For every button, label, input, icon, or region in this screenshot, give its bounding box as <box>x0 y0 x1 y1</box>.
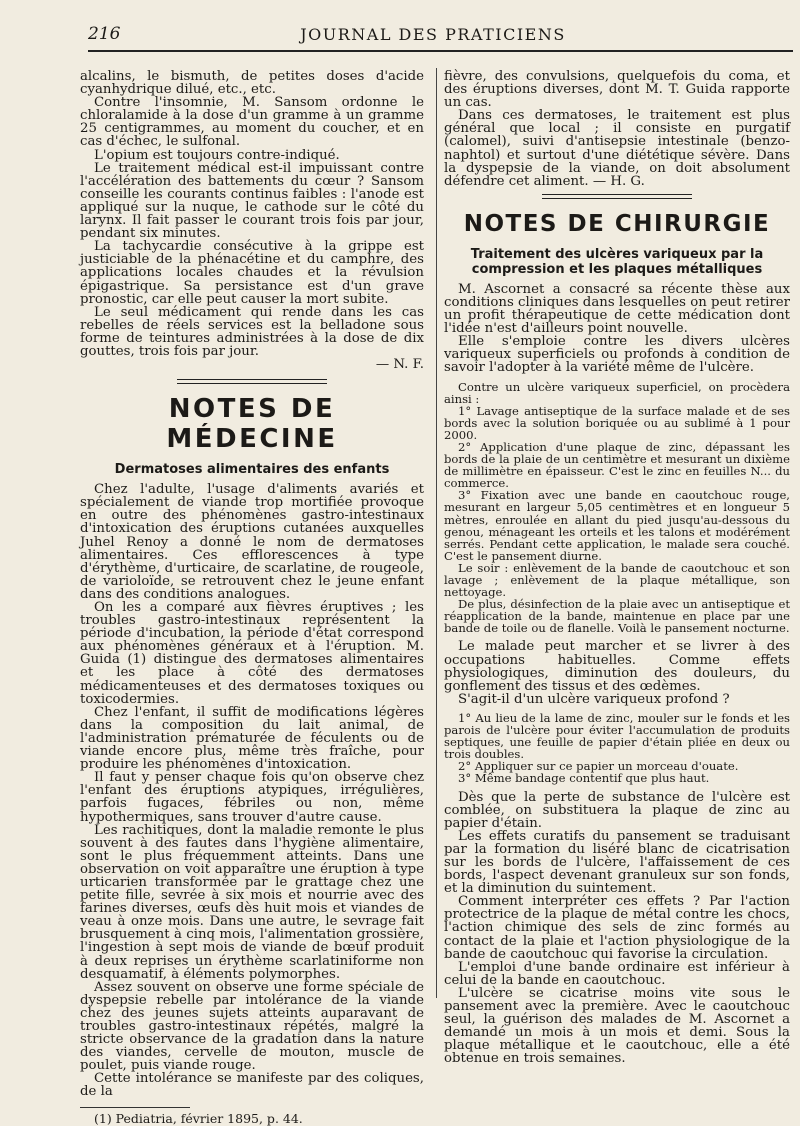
paragraph: Dès que la perte de substance de l'ulcère est comblée, on substituera la plaque de zinc au papier d'étain. <box>444 789 790 831</box>
right-column <box>444 70 790 1065</box>
small-paragraph: 3° Fixation avec une bande en caoutchouc rouge, mesurant en largeur 5,05 centimètres et en longueur 5 mètres, enroulée en allant du pied jusqu'au-dessous du genou, ménageant les orteils et les talons et modérément serrés. Pendant cette application, le malade sera couché. C'est le pansement diurne. <box>444 488 790 563</box>
section-title-medecine: NOTES DE MÉDECINE <box>166 394 338 455</box>
section-rule <box>177 379 327 384</box>
signature: — N. F. <box>375 357 424 373</box>
column-divider <box>436 68 437 998</box>
paragraph: M. Ascornet a consacré sa récente thèse aux conditions cliniques dans lesquelles on peut retirer un profit thérapeutique de cette médication dont l'idée n'est d'ailleurs point nouvelle. <box>444 281 790 337</box>
paragraph: Comment interpréter ces effets ? Par l'action protectrice de la plaque de métal contre les chocs, l'action chimique des sels de zinc formés au contact de la plaie et l'action physiologique de la bande de caoutchouc qui favorise la circulation. <box>444 894 790 962</box>
paragraph: Chez l'adulte, l'usage d'aliments avariés et spécialement de viande trop mortifiée provoque en outre des phénomènes gastro-intestinaux d'intoxication des éruptions cutanées auxquelles Juhel Renoy a donné le nom de dermatoses alimentaires. Ces efflorescences à type d'érythème, d'urticaire, de scarlatine, de rougeole, de varioloïde, se retrouvent chez le jeune enfant dans des conditions analogues. <box>80 482 424 602</box>
footnote: (1) Pediatria, février 1895, p. 44. <box>94 1110 303 1126</box>
small-paragraph: 3° Même bandage contentif que plus haut. <box>458 771 710 786</box>
paragraph: L'emploi d'une bande ordinaire est inférieur à celui de la bande en caoutchouc. <box>444 959 790 988</box>
footnote-rule <box>80 1107 190 1108</box>
paragraph: La tachycardie consécutive à la grippe est justiciable de la phénacétine et du camphre, des applications locales chaudes et la révulsion épigastrique. Sa persistance est d'un grave pronostic, car elle peut causer la mort subite. <box>80 239 424 307</box>
small-paragraph: 1° Lavage antiseptique de la surface malade et de ses bords avec la solution boriquée ou au sublimé à 1 pour 2000. <box>444 403 790 442</box>
journal-title: JOURNAL DES PRATICIENS <box>300 25 566 44</box>
paragraph: Assez souvent on observe une forme spéciale de dyspepsie rebelle par intolérance de la viande chez des jeunes sujets atteints auparavant de troubles gastro-intestinaux répétés, malgré la stricte observance de la gradation dans la nature des viandes, cervelle de mouton, muscle de poulet, puis viande rouge. <box>80 979 424 1074</box>
small-paragraph: Contre un ulcère variqueux superficiel, on procèdera ainsi : <box>444 379 790 406</box>
small-paragraph: 2° Appliquer sur ce papier un morceau d'ouate. <box>458 759 739 774</box>
paragraph: Les effets curatifs du pansement se traduisant par la formation du liséré blanc de cicatrisation sur les bords de l'ulcère, l'affaissement de ces bords, l'aspect devenant granuleux sur son fonds, et la diminution du suintement. <box>444 828 790 897</box>
paragraph: Le malade peut marcher et se livrer à des occupations habituelles. Comme effets physiologiques, diminution des douleurs, du gonflement des tissus et des œdèmes. <box>444 639 790 694</box>
paragraph: fièvre, des convulsions, quelquefois du coma, et des éruptions diverses, dont M. T. Guida rapporte un cas. <box>444 69 790 111</box>
paragraph: S'agit-il d'un ulcère variqueux profond ? <box>458 691 730 707</box>
paragraph: Les rachitiques, dont la maladie remonte le plus souvent à des fautes dans l'hygiène alimentaire, sont le plus fréquemment atteints. Dans une observation on voit apparaître une éruption à type urticarien transformée par le grattage chez une petite fille, sevrée à six mois et nourrie avec des farines diverses, œufs dès huit mois et viandes de veau à onze mois. Dans une autre, le sevrage fait brusquement à cinq mois, l'alimentation grossière, l'ingestion à sept mois de viande de bœuf produit à deux reprises un érythème scarlatiniforme non desquamatif, à éléments polymorphes. <box>80 822 424 982</box>
paragraph: Il faut y penser chaque fois qu'on observe chez l'enfant des éruptions atypiques, irrégulières, parfois fugaces, fébriles ou non, même hypothermiques, sans trouver d'autre cause. <box>80 770 424 825</box>
small-paragraph: 2° Application d'une plaque de zinc, dépassant les bords de la plaie de un centimètre et mesurant un dixième de millimètre en épaisseur. C'est le zinc en feuilles N... du commerce. <box>444 439 790 491</box>
paragraph: Le traitement médical est-il impuissant contre l'accélération des battements du cœur ? Sansom conseille les courants continus faibles : l'anode est appliqué sur la nuque, le cathode sur le côté du larynx. Il fait passer le courant trois fois par jour, pendant six minutes. <box>80 160 424 242</box>
small-paragraph: 1° Au lieu de la lame de zinc, mouler sur le fonds et les parois de l'ulcère pour éviter l'accumulation de produits septiques, une feuille de papier d'étain pliée en deux ou trois doubles. <box>444 710 790 762</box>
paragraph: On les a comparé aux fièvres éruptives ; les troubles gastro-intestinaux représentent la période d'incubation, la période d'état correspond aux phénomènes généraux et à l'éruption. M. Guida (1) distingue des dermatoses alimentaires et les place à côté des dermatoses médicamenteuses et des dermatoses toxiques ou toxicodermies. <box>80 600 424 707</box>
paragraph: Le seul médicament qui rende dans les cas rebelles de réels services est la belladone sous forme de teintures administrées à la dose de dix gouttes, trois fois par jour. <box>80 304 424 359</box>
section-title-chirurgie: NOTES DE CHIRURGIE <box>463 210 771 237</box>
paragraph: alcalins, le bismuth, de petites doses d'acide cyanhydrique dilué, etc., etc. <box>80 69 424 98</box>
paragraph: Dans ces dermatoses, le traitement est plus général que local ; il consiste en purgatif (calomel), suivi d'antisepsie intestinale (benzo-naphtol) et surtout d'une diététique sévère. Dans la dyspepsie de la viande, on doit absolument défendre cet aliment. — H. G. <box>444 108 790 189</box>
header-rule <box>88 50 793 52</box>
article-subtitle: Dermatoses alimentaires des enfants <box>114 462 390 478</box>
article-subtitle: Traitement des ulcères variqueux par la compression et les plaques métalliques <box>470 246 764 277</box>
paragraph: Cette intolérance se manifeste par des coliques, de la <box>80 1071 424 1100</box>
paragraph: L'opium est toujours contre-indiqué. <box>94 147 340 163</box>
paragraph: Elle s'emploie contre les divers ulcères variqueux superficiels ou profonds à condition de savoir l'adopter à la variété même de l'ulcère. <box>444 334 790 376</box>
paragraph: Chez l'enfant, il suffit de modifications légères dans la composition du lait animal, de l'administration prématurée de féculents ou de viande encore plus, même très fraîche, pour produire les phénomènes d'intoxication. <box>80 704 424 773</box>
paragraph: Contre l'insomnie, M. Sansom ordonne le chloralamide à la dose d'un gramme à un gramme 25 centigrammes, au moment du coucher, et en cas d'échec, le sulfonal. <box>80 95 424 150</box>
paragraph: L'ulcère se cicatrise moins vite sous le pansement avec la première. Avec le caoutchouc seul, la guérison des malades de M. Ascornet a demandé un mois à un mois et demi. Sous la plaque métallique et le caoutchouc, elle a été obtenue en trois semaines. <box>444 985 790 1067</box>
page-header <box>88 24 778 48</box>
small-paragraph: Le soir : enlèvement de la bande de caoutchouc et son lavage ; enlèvement de la plaque métallique, son nettoyage. <box>444 560 790 600</box>
left-column <box>80 70 424 1125</box>
small-paragraph: De plus, désinfection de la plaie avec un antiseptique et réapplication de la bande, maintenue en place par une bande de toile ou de flanelle. Voilà le pansement nocturne. <box>444 597 790 636</box>
page-number: 216 <box>88 24 121 44</box>
section-rule <box>542 194 692 199</box>
